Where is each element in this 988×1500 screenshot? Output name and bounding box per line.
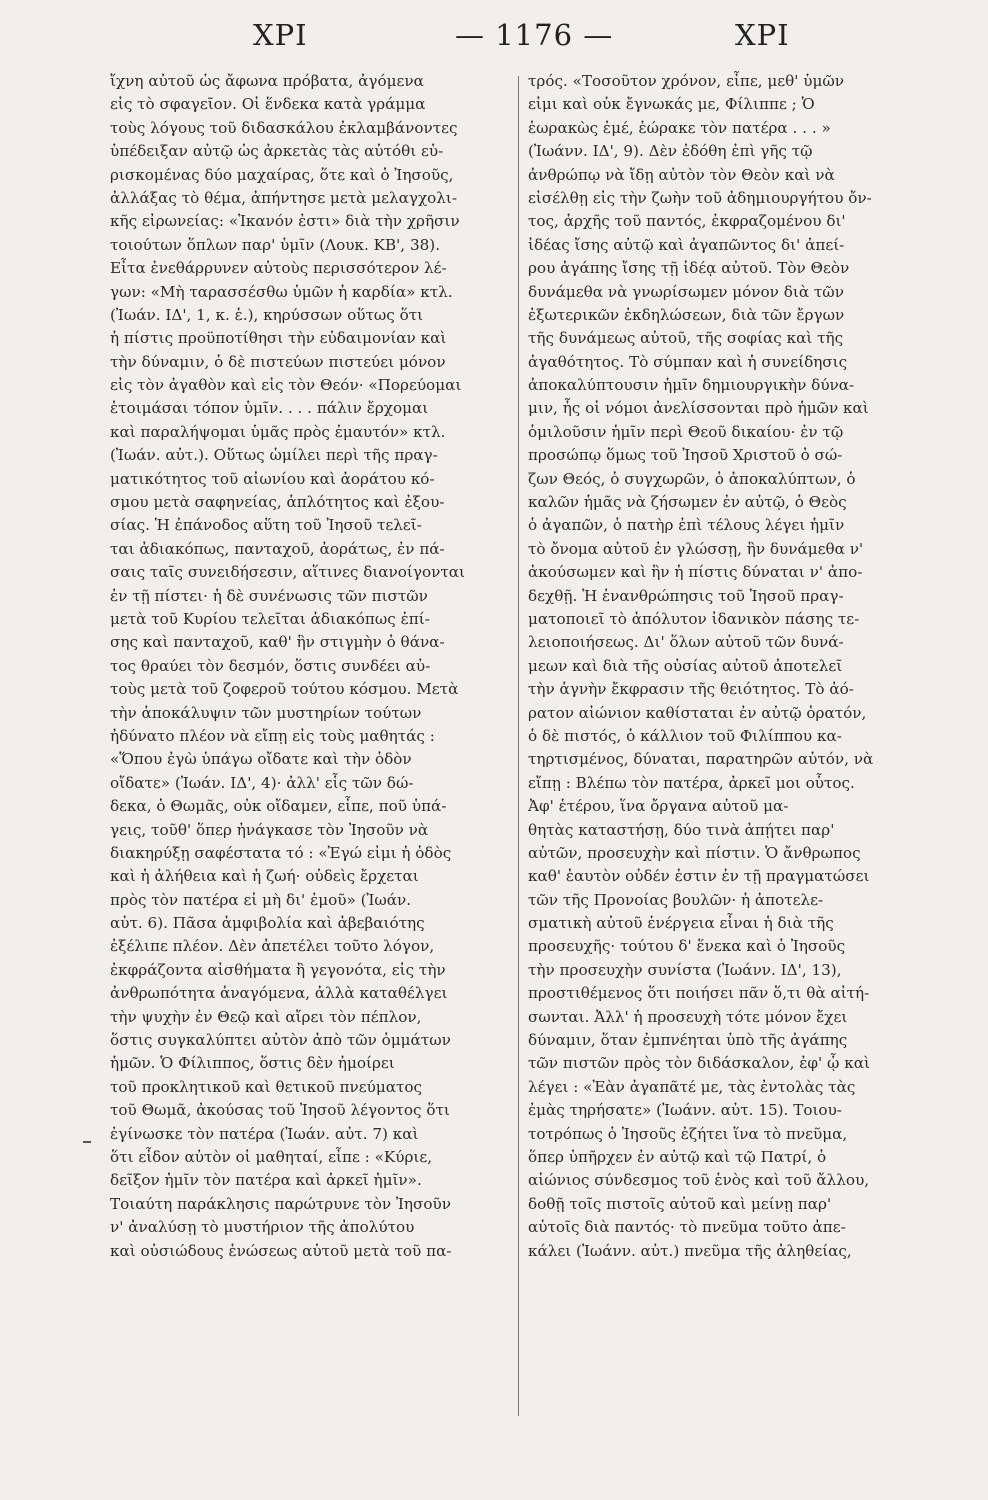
- text-line: μιν, ἧς οἱ νόμοι ἀνελίσσονται πρὸ ἡμῶν καὶ: [528, 399, 869, 418]
- text-line: ρισκομένας δύο μαχαίρας, ὅτε καὶ ὁ Ἰησοῦς,: [110, 165, 454, 184]
- text-line: δοθῇ τοῖς πιστοῖς αὐτοῦ καὶ μείνῃ παρ': [528, 1194, 832, 1213]
- text-line: δεχθῇ. Ἡ ἐνανθρώπησις τοῦ Ἰησοῦ πραγ-: [528, 586, 844, 605]
- text-line: ἀνθρωπότητα ἀναγόμενα, ἀλλὰ καταθέλγει: [110, 984, 448, 1003]
- text-line: ἐγίνωσκε τὸν πατέρα (Ἰωάν. αὐτ. 7) καὶ: [110, 1124, 419, 1143]
- text-line: δύναμιν, ὅταν ἐμπνέηται ὑπὸ τῆς ἀγάπης: [528, 1031, 848, 1050]
- left-text-column: [110, 70, 505, 1263]
- right-text-column: [528, 70, 923, 1263]
- text-line: εἰμι καὶ οὐκ ἔγνωκάς με, Φίλιππε ; Ὁ: [528, 95, 815, 114]
- text-line: τὴν ἁγνὴν ἔκφρασιν τῆς θειότητος. Τὸ ἀό-: [528, 680, 854, 699]
- margin-mark: [83, 1141, 91, 1143]
- text-line: προσευχῆς· τούτου δ' ἕνεκα καὶ ὁ Ἰησοῦς: [528, 937, 846, 956]
- text-line: ματικότητος τοῦ αἰωνίου καὶ ἀοράτου κό-: [110, 469, 435, 488]
- text-line: ἀνθρώπῳ νὰ ἴδῃ αὐτὸν τὸν Θεὸν καὶ νὰ: [528, 165, 835, 184]
- text-line: ρου ἀγάπης ἴσης τῇ ἰδέᾳ αὐτοῦ. Τὸν Θεὸν: [528, 259, 850, 278]
- text-line: «Ὅπου ἐγὼ ὑπάγω οἴδατε καὶ τὴν ὁδὸν: [110, 750, 412, 769]
- text-line: κάλει (Ἰωάνν. αὐτ.) πνεῦμα τῆς ἀληθείας,: [528, 1241, 852, 1260]
- header-right-keyword: ΧΡΙ: [735, 18, 790, 52]
- text-line: σίας. Ἡ ἐπάνοδος αὕτη τοῦ Ἰησοῦ τελεῖ-: [110, 516, 422, 535]
- text-line: Εἶτα ἐνεθάρρυνεν αὐτοὺς περισσότερον λέ-: [110, 259, 447, 278]
- text-line: τὴν προσευχὴν συνίστα (Ἰωάνν. ΙΔ', 13),: [528, 960, 842, 979]
- text-line: ἀκούσωμεν καὶ ἣν ἡ πίστις δύναται ν' ἀπο-: [528, 563, 863, 582]
- text-line: ἐξωτερικῶν ἐκδηλώσεων, διὰ τῶν ἔργων: [528, 305, 845, 324]
- text-line: καὶ παραλήψομαι ὑμᾶς πρὸς ἐμαυτόν» κτλ.: [110, 422, 446, 441]
- text-line: ἀλλάξας τὸ θέμα, ἀπήντησε μετὰ μελαγχολι-: [110, 188, 457, 207]
- text-line: μεων καὶ διὰ τῆς οὐσίας αὐτοῦ ἀποτελεῖ: [528, 656, 843, 675]
- text-line: τος θραύει τὸν δεσμόν, ὅστις συνδέει αὐ-: [110, 656, 431, 675]
- running-header: [0, 18, 988, 64]
- text-line: ἀποκαλύπτουσιν ἡμῖν δημιουργικὴν δύνα-: [528, 376, 855, 395]
- text-line: οἴδατε» (Ἰωάν. ΙΔ', 4)· ἀλλ' εἷς τῶν δώ-: [110, 773, 414, 792]
- text-line: γεις, τοῦθ' ὅπερ ἠνάγκασε τὸν Ἰησοῦν νὰ: [110, 820, 429, 839]
- text-line: δυνάμεθα νὰ γνωρίσωμεν μόνον διὰ τῶν: [528, 282, 844, 301]
- text-line: καλῶν ἡμᾶς νὰ ζήσωμεν ἐν αὐτῷ, ὁ Θεὸς: [528, 493, 847, 512]
- text-line: εἰς τὸ σφαγεῖον. Οἱ ἕνδεκα κατὰ γράμμα: [110, 95, 426, 114]
- text-line: ἐμὰς τηρήσατε» (Ἰωάνν. αὐτ. 15). Τοιου-: [528, 1101, 842, 1120]
- text-line: αὐτ. 6). Πᾶσα ἀμφιβολία καὶ ἀβεβαιότης: [110, 914, 425, 933]
- text-line: ἐκφράζοντα αἰσθήματα ἢ γεγονότα, εἰς τὴν: [110, 960, 446, 979]
- text-line: ἑτοιμάσαι τόπον ὑμῖν. . . . πάλιν ἔρχομαι: [110, 399, 429, 418]
- text-line: σης καὶ πανταχοῦ, καθ' ἣν στιγμὴν ὁ θάνα-: [110, 633, 445, 652]
- text-line: τῶν πιστῶν πρὸς τὸν διδάσκαλον, ἐφ' ᾧ καὶ: [528, 1054, 870, 1073]
- text-line: τὸ ὄνομα αὐτοῦ ἐν γλώσσῃ, ἣν δυνάμεθα ν': [528, 539, 864, 558]
- text-line: αἰώνιος σύνδεσμος τοῦ ἑνὸς καὶ τοῦ ἄλλου,: [528, 1171, 870, 1190]
- text-line: σαις ταῖς συνειδήσεσιν, αἵτινες διανοίγονται: [110, 563, 465, 582]
- text-line: κῆς εἰρωνείας: «Ἱκανόν ἐστι» διὰ τὴν χρῆσιν: [110, 212, 460, 231]
- text-line: (Ἰωάνν. ΙΔ', 9). Δὲν ἐδόθη ἐπὶ γῆς τῷ: [528, 142, 813, 161]
- text-line: λέγει : «Ἐὰν ἀγαπᾶτέ με, τὰς ἐντολὰς τὰς: [528, 1077, 856, 1096]
- text-line: ἀγαθότητος. Τὸ σύμπαν καὶ ἡ συνείδησις: [528, 352, 848, 371]
- text-line: τος, ἀρχῆς τοῦ παντός, ἐκφραζομένου δι': [528, 212, 846, 231]
- text-line: δεκα, ὁ Θωμᾶς, οὐκ οἴδαμεν, εἶπε, ποῦ ὑπά-: [110, 797, 447, 816]
- text-line: τοὺς λόγους τοῦ διδασκάλου ἐκλαμβάνοντες: [110, 118, 458, 137]
- text-line: τρός. «Τοσοῦτον χρόνον, εἶπε, μεθ' ὑμῶν: [528, 72, 845, 90]
- text-line: (Ἰωάν. αὐτ.). Οὕτως ὡμίλει περὶ τῆς πραγ-: [110, 446, 438, 465]
- text-line: καὶ ἡ ἀλήθεια καὶ ἡ ζωή· οὐδεὶς ἔρχεται: [110, 867, 419, 886]
- text-line: τηρτισμένος, δύναται, παρατηρῶν αὐτόν, νὰ: [528, 750, 874, 769]
- text-line: (Ἰωάν. ΙΔ', 1, κ. ἑ.), κηρύσσων οὕτως ὅτι: [110, 305, 424, 324]
- text-line: ν' ἀναλύσῃ τὸ μυστήριον τῆς ἀπολύτου: [110, 1218, 415, 1237]
- text-line: τῶν τῆς Προνοίας βουλῶν· ἡ ἀποτελε-: [528, 890, 824, 909]
- text-line: δεῖξον ἡμῖν τὸν πατέρα καὶ ἀρκεῖ ἡμῖν».: [110, 1171, 422, 1190]
- text-line: ὁ ἀγαπῶν, ὁ πατὴρ ἐπὶ τέλους λέγει ἡμῖν: [528, 516, 845, 535]
- text-line: ἠδύνατο πλέον νὰ εἴπῃ εἰς τοὺς μαθητάς :: [110, 726, 435, 745]
- text-line: τὴν δύναμιν, ὁ δὲ πιστεύων πιστεύει μόνον: [110, 352, 446, 371]
- text-line: ἡ πίστις προϋποτίθησι τὴν εὐδαιμονίαν καὶ: [110, 329, 447, 348]
- text-line: ται ἀδιακόπως, πανταχοῦ, ἀοράτως, ἐν πά-: [110, 539, 445, 558]
- text-line: Ἀφ' ἑτέρου, ἵνα ὄργανα αὐτοῦ μα-: [528, 797, 789, 816]
- text-line: διακηρύξῃ σαφέστατα τό : «Ἐγώ εἰμι ἡ ὁδὸς: [110, 843, 452, 862]
- text-line: προστιθέμενος ὅτι ποιήσει πᾶν ὅ,τι θὰ αἰτή-: [528, 984, 870, 1003]
- text-line: τοῦ προκλητικοῦ καὶ θετικοῦ πνεύματος: [110, 1077, 423, 1096]
- text-line: ὁμιλοῦσιν ἡμῖν περὶ Θεοῦ δικαίου· ἐν τῷ: [528, 422, 844, 441]
- text-line: σματικὴ αὐτοῦ ἐνέργεια εἶναι ἡ διὰ τῆς: [528, 914, 834, 933]
- text-line: καθ' ἑαυτὸν οὐδέν ἐστιν ἐν τῇ πραγματώσει: [528, 867, 870, 886]
- text-line: ἐξέλιπε πλέον. Δὲν ἀπετέλει τοῦτο λόγον,: [110, 937, 435, 956]
- text-line: ματοποιεῖ τὸ ἀπόλυτον ἰδανικὸν πάσης τε-: [528, 609, 860, 628]
- text-line: καὶ οὐσιώδους ἑνώσεως αὐτοῦ μετὰ τοῦ πα-: [110, 1241, 452, 1260]
- text-line: αὐτῶν, προσευχὴν καὶ πίστιν. Ὁ ἄνθρωπος: [528, 843, 861, 862]
- text-line: τοιούτων ὅπλων παρ' ὑμῖν (Λουκ. ΚΒ', 38).: [110, 235, 441, 254]
- text-line: τοτρόπως ὁ Ἰησοῦς ἐζήτει ἵνα τὸ πνεῦμα,: [528, 1124, 848, 1143]
- text-line: ἐν τῇ πίστει· ἡ δὲ συνένωσις τῶν πιστῶν: [110, 586, 428, 605]
- text-line: πρὸς τὸν πατέρα εἰ μὴ δι' ἐμοῦ» (Ἰωάν.: [110, 890, 412, 909]
- text-line: ἴχνη αὐτοῦ ὡς ἄφωνα πρόβατα, ἀγόμενα: [110, 72, 424, 90]
- text-line: τοὺς μετὰ τοῦ ζοφεροῦ τούτου κόσμου. Μετὰ: [110, 680, 459, 699]
- text-line: ρατον αἰώνιον καθίσταται ἐν αὐτῷ ὁρατόν,: [528, 703, 867, 722]
- text-line: τοῦ Θωμᾶ, ἀκούσας τοῦ Ἰησοῦ λέγοντος ὅτι: [110, 1101, 450, 1120]
- text-line: εἰσέλθῃ εἰς τὴν ζωὴν τοῦ ἀδημιουργήτου ὄν-: [528, 188, 872, 207]
- text-line: ὅστις συγκαλύπτει αὐτὸν ἀπὸ τῶν ὀμμάτων: [110, 1031, 451, 1050]
- text-line: θητὰς καταστήσῃ, δύο τινὰ ἀπῄτει παρ': [528, 820, 835, 839]
- text-line: Τοιαύτη παράκλησις παρώτρυνε τὸν Ἰησοῦν: [110, 1194, 451, 1213]
- text-line: ὅτι εἶδον αὐτὸν οἱ μαθηταί, εἶπε : «Κύριε,: [110, 1147, 433, 1166]
- text-line: σωνται. Ἀλλ' ἡ προσευχὴ τότε μόνον ἔχει: [528, 1007, 848, 1026]
- text-line: ὑπέδειξαν αὐτῷ ὡς ἀρκετὰς τὰς αὐτόθι εὑ-: [110, 142, 444, 161]
- text-line: τὴν ψυχὴν ἐν Θεῷ καὶ αἴρει τὸν πέπλον,: [110, 1007, 422, 1026]
- text-line: προσώπῳ ὅμως τοῦ Ἰησοῦ Χριστοῦ ὁ σώ-: [528, 446, 843, 465]
- text-line: εἰς τὸν ἀγαθὸν καὶ εἰς τὸν Θεόν· «Πορεύομαι: [110, 376, 462, 395]
- text-line: ὁ δὲ πιστός, ὁ κάλλιον τοῦ Φιλίππου κα-: [528, 726, 842, 745]
- text-line: ζων Θεός, ὁ συγχωρῶν, ὁ ἀποκαλύπτων, ὁ: [528, 469, 856, 488]
- text-line: μετὰ τοῦ Κυρίου τελεῖται ἀδιακόπως ἐπί-: [110, 609, 430, 628]
- text-line: τὴν ἀποκάλυψιν τῶν μυστηρίων τούτων: [110, 703, 422, 722]
- text-line: ὅπερ ὑπῆρχεν ἐν αὐτῷ καὶ τῷ Πατρί, ὁ: [528, 1147, 827, 1166]
- text-line: τῆς δυνάμεως αὐτοῦ, τῆς σοφίας καὶ τῆς: [528, 329, 844, 348]
- text-line: αὐτοῖς διὰ παντός· τὸ πνεῦμα τοῦτο ἀπε-: [528, 1218, 846, 1237]
- text-line: εἴπῃ : Βλέπω τὸν πατέρα, ἀρκεῖ μοι οὗτος.: [528, 773, 855, 792]
- text-line: ἑωρακὼς ἐμέ, ἑώρακε τὸν πατέρα . . . »: [528, 118, 831, 137]
- header-left-keyword: ΧΡΙ: [253, 18, 308, 52]
- column-divider: [518, 76, 519, 1416]
- text-line: γων: «Μὴ ταρασσέσθω ὑμῶν ἡ καρδία» κτλ.: [110, 282, 453, 301]
- text-line: ἡμῶν. Ὁ Φίλιππος, ὅστις δὲν ἠμοίρει: [110, 1054, 395, 1073]
- text-line: ἰδέας ἴσης αὐτῷ καὶ ἀγαπῶντος δι' ἀπεί-: [528, 235, 845, 254]
- text-line: σμου μετὰ σαφηνείας, ἁπλότητος καὶ ἐξου-: [110, 493, 445, 512]
- page-number: — 1176 —: [455, 18, 614, 52]
- text-line: λειοποιήσεως. Δι' ὅλων αὐτοῦ τῶν δυνά-: [528, 633, 844, 652]
